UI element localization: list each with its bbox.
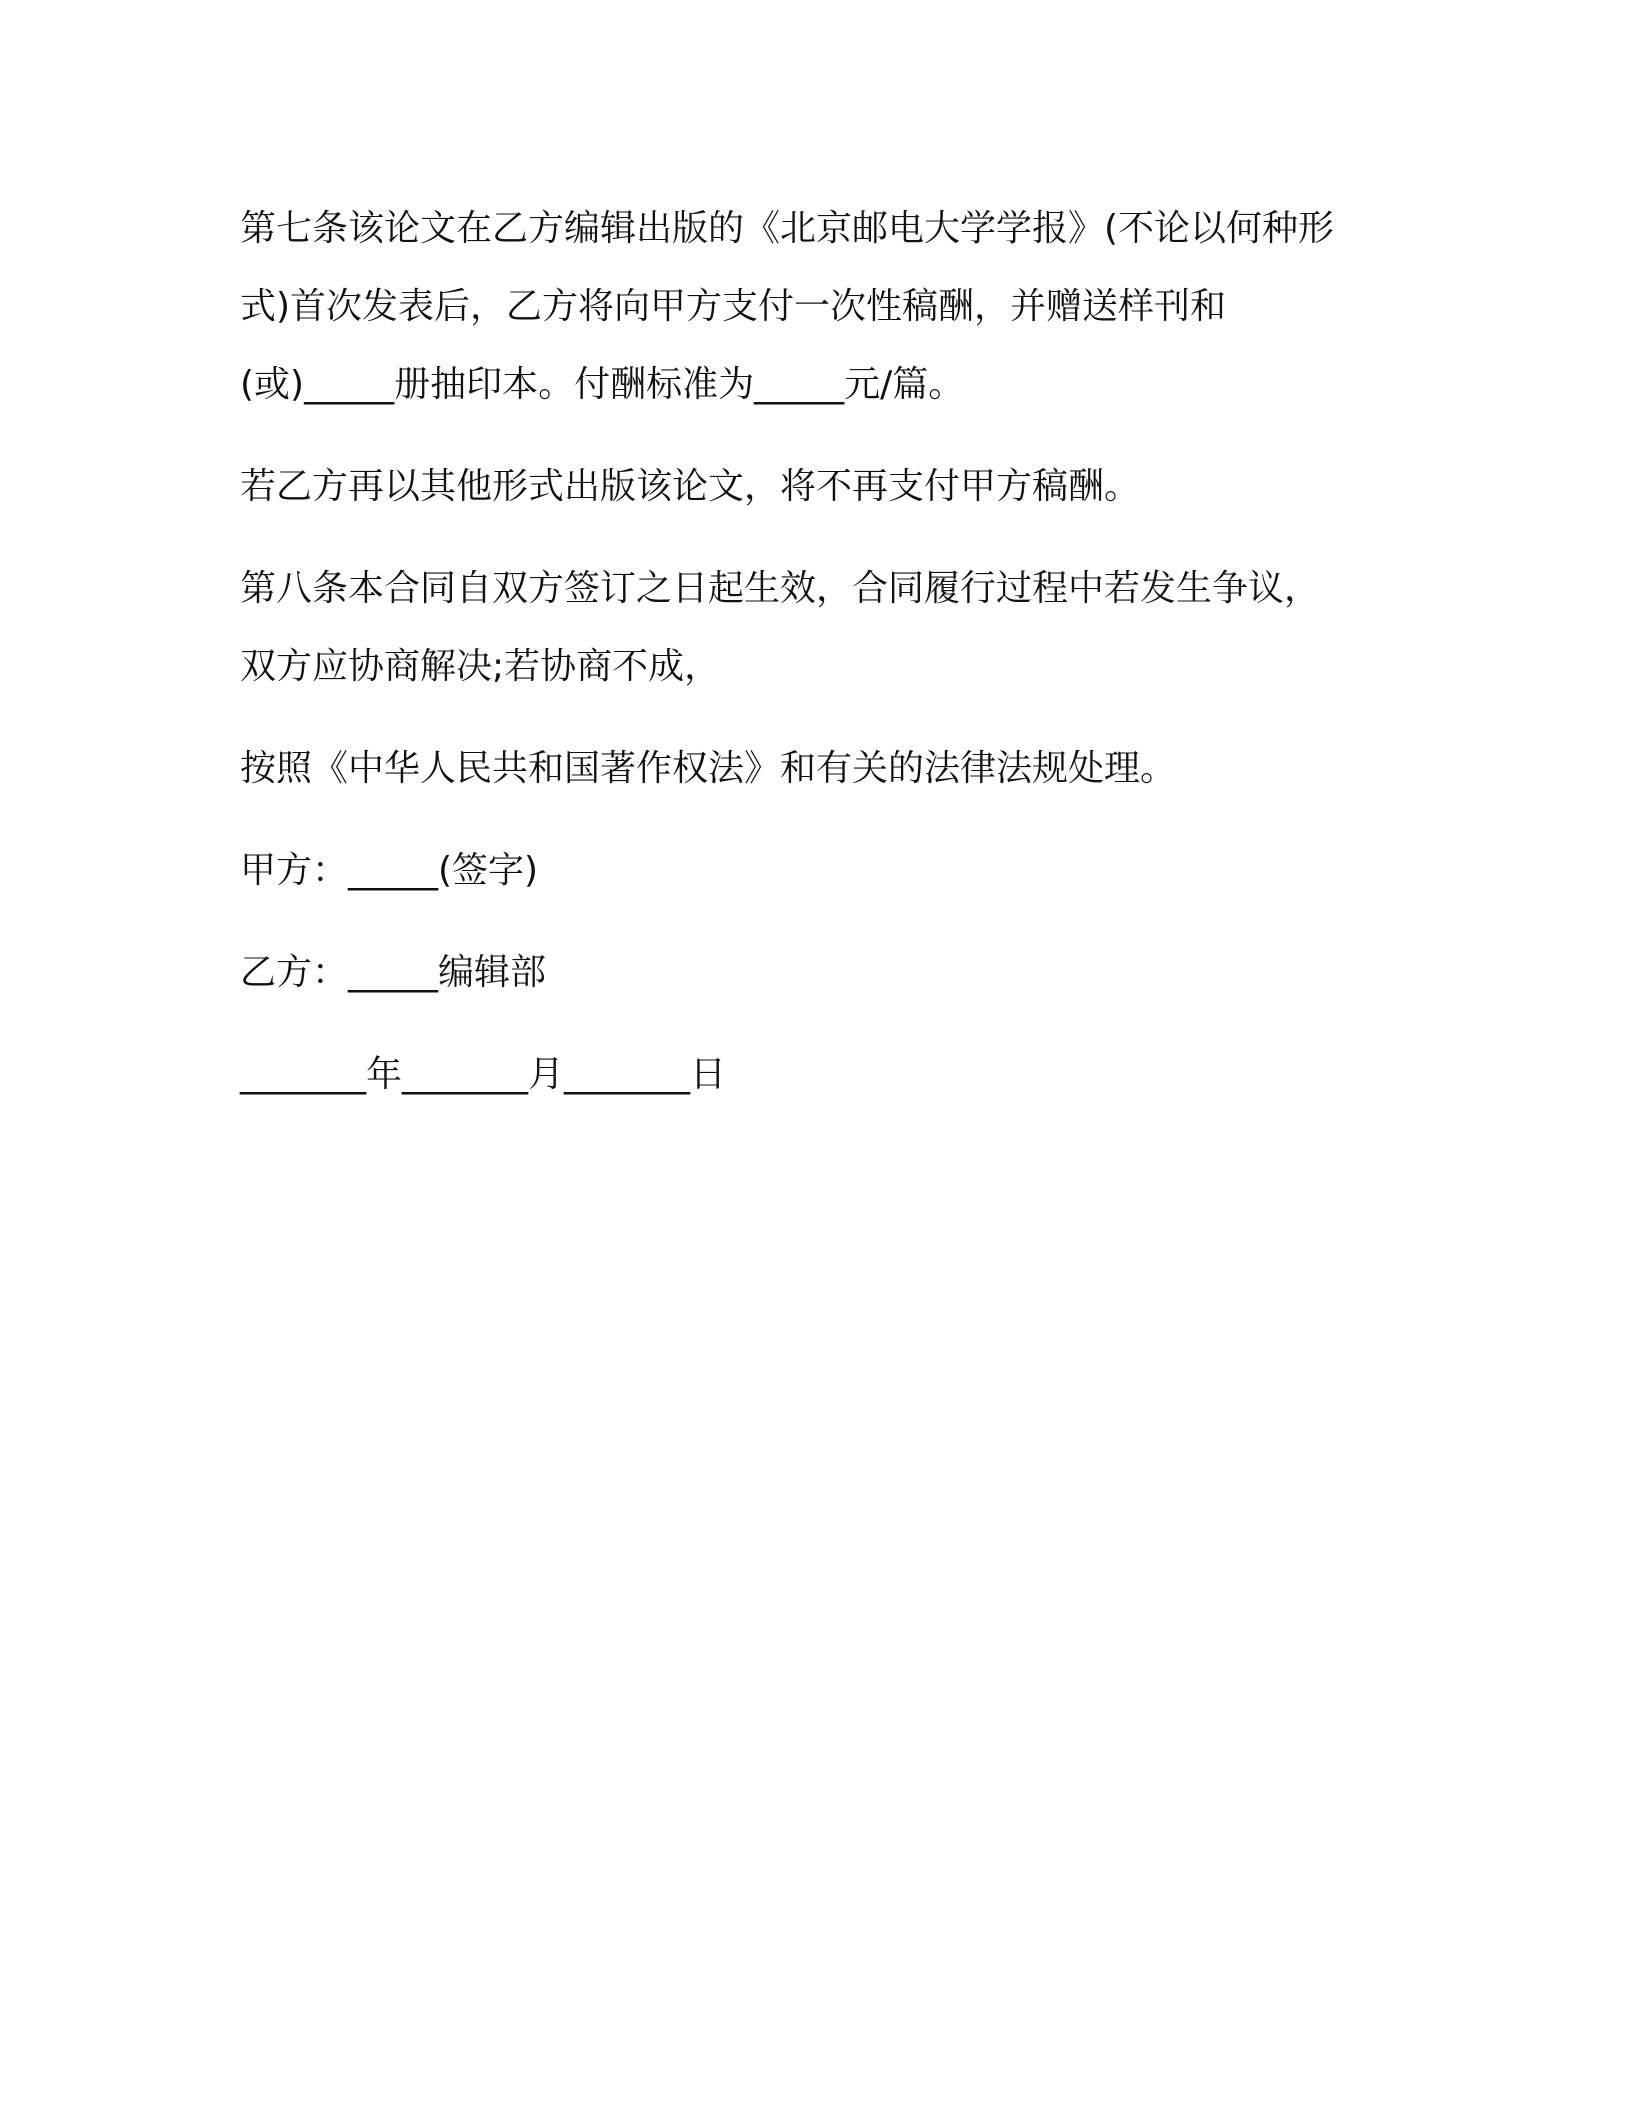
- clause-eight-paragraph: [240, 550, 1400, 706]
- copyright-law-paragraph: [240, 730, 1400, 808]
- party-a-signature-line: [240, 832, 1400, 910]
- party-b-signature-line: [240, 934, 1400, 1012]
- text-line: 式)首次发表后，乙方将向甲方支付一次性稿酬，并赠送样刊和: [240, 286, 1227, 327]
- date-line: [240, 1036, 1400, 1114]
- republication-paragraph: [240, 448, 1400, 526]
- text-line: _______年_______月_______日: [240, 1054, 726, 1095]
- text-line: 第八条本合同自双方签订之日起生效，合同履行过程中若发生争议，: [240, 568, 1321, 609]
- text-line: 若乙方再以其他形式出版该论文，将不再支付甲方稿酬。: [240, 466, 1141, 507]
- document-body: [240, 190, 1400, 1138]
- clause-seven-paragraph: [240, 190, 1400, 424]
- text-line: 甲方：_____(签字): [240, 850, 539, 891]
- text-line: (或)_____册抽印本。付酬标准为_____元/篇。: [240, 364, 965, 405]
- text-line: 双方应协商解决;若协商不成，: [240, 646, 721, 687]
- text-line: 乙方：_____编辑部: [240, 952, 547, 993]
- text-line: 按照《中华人民共和国著作权法》和有关的法律法规处理。: [240, 748, 1177, 789]
- text-line: 第七条该论文在乙方编辑出版的《北京邮电大学学报》(不论以何种形: [240, 208, 1335, 249]
